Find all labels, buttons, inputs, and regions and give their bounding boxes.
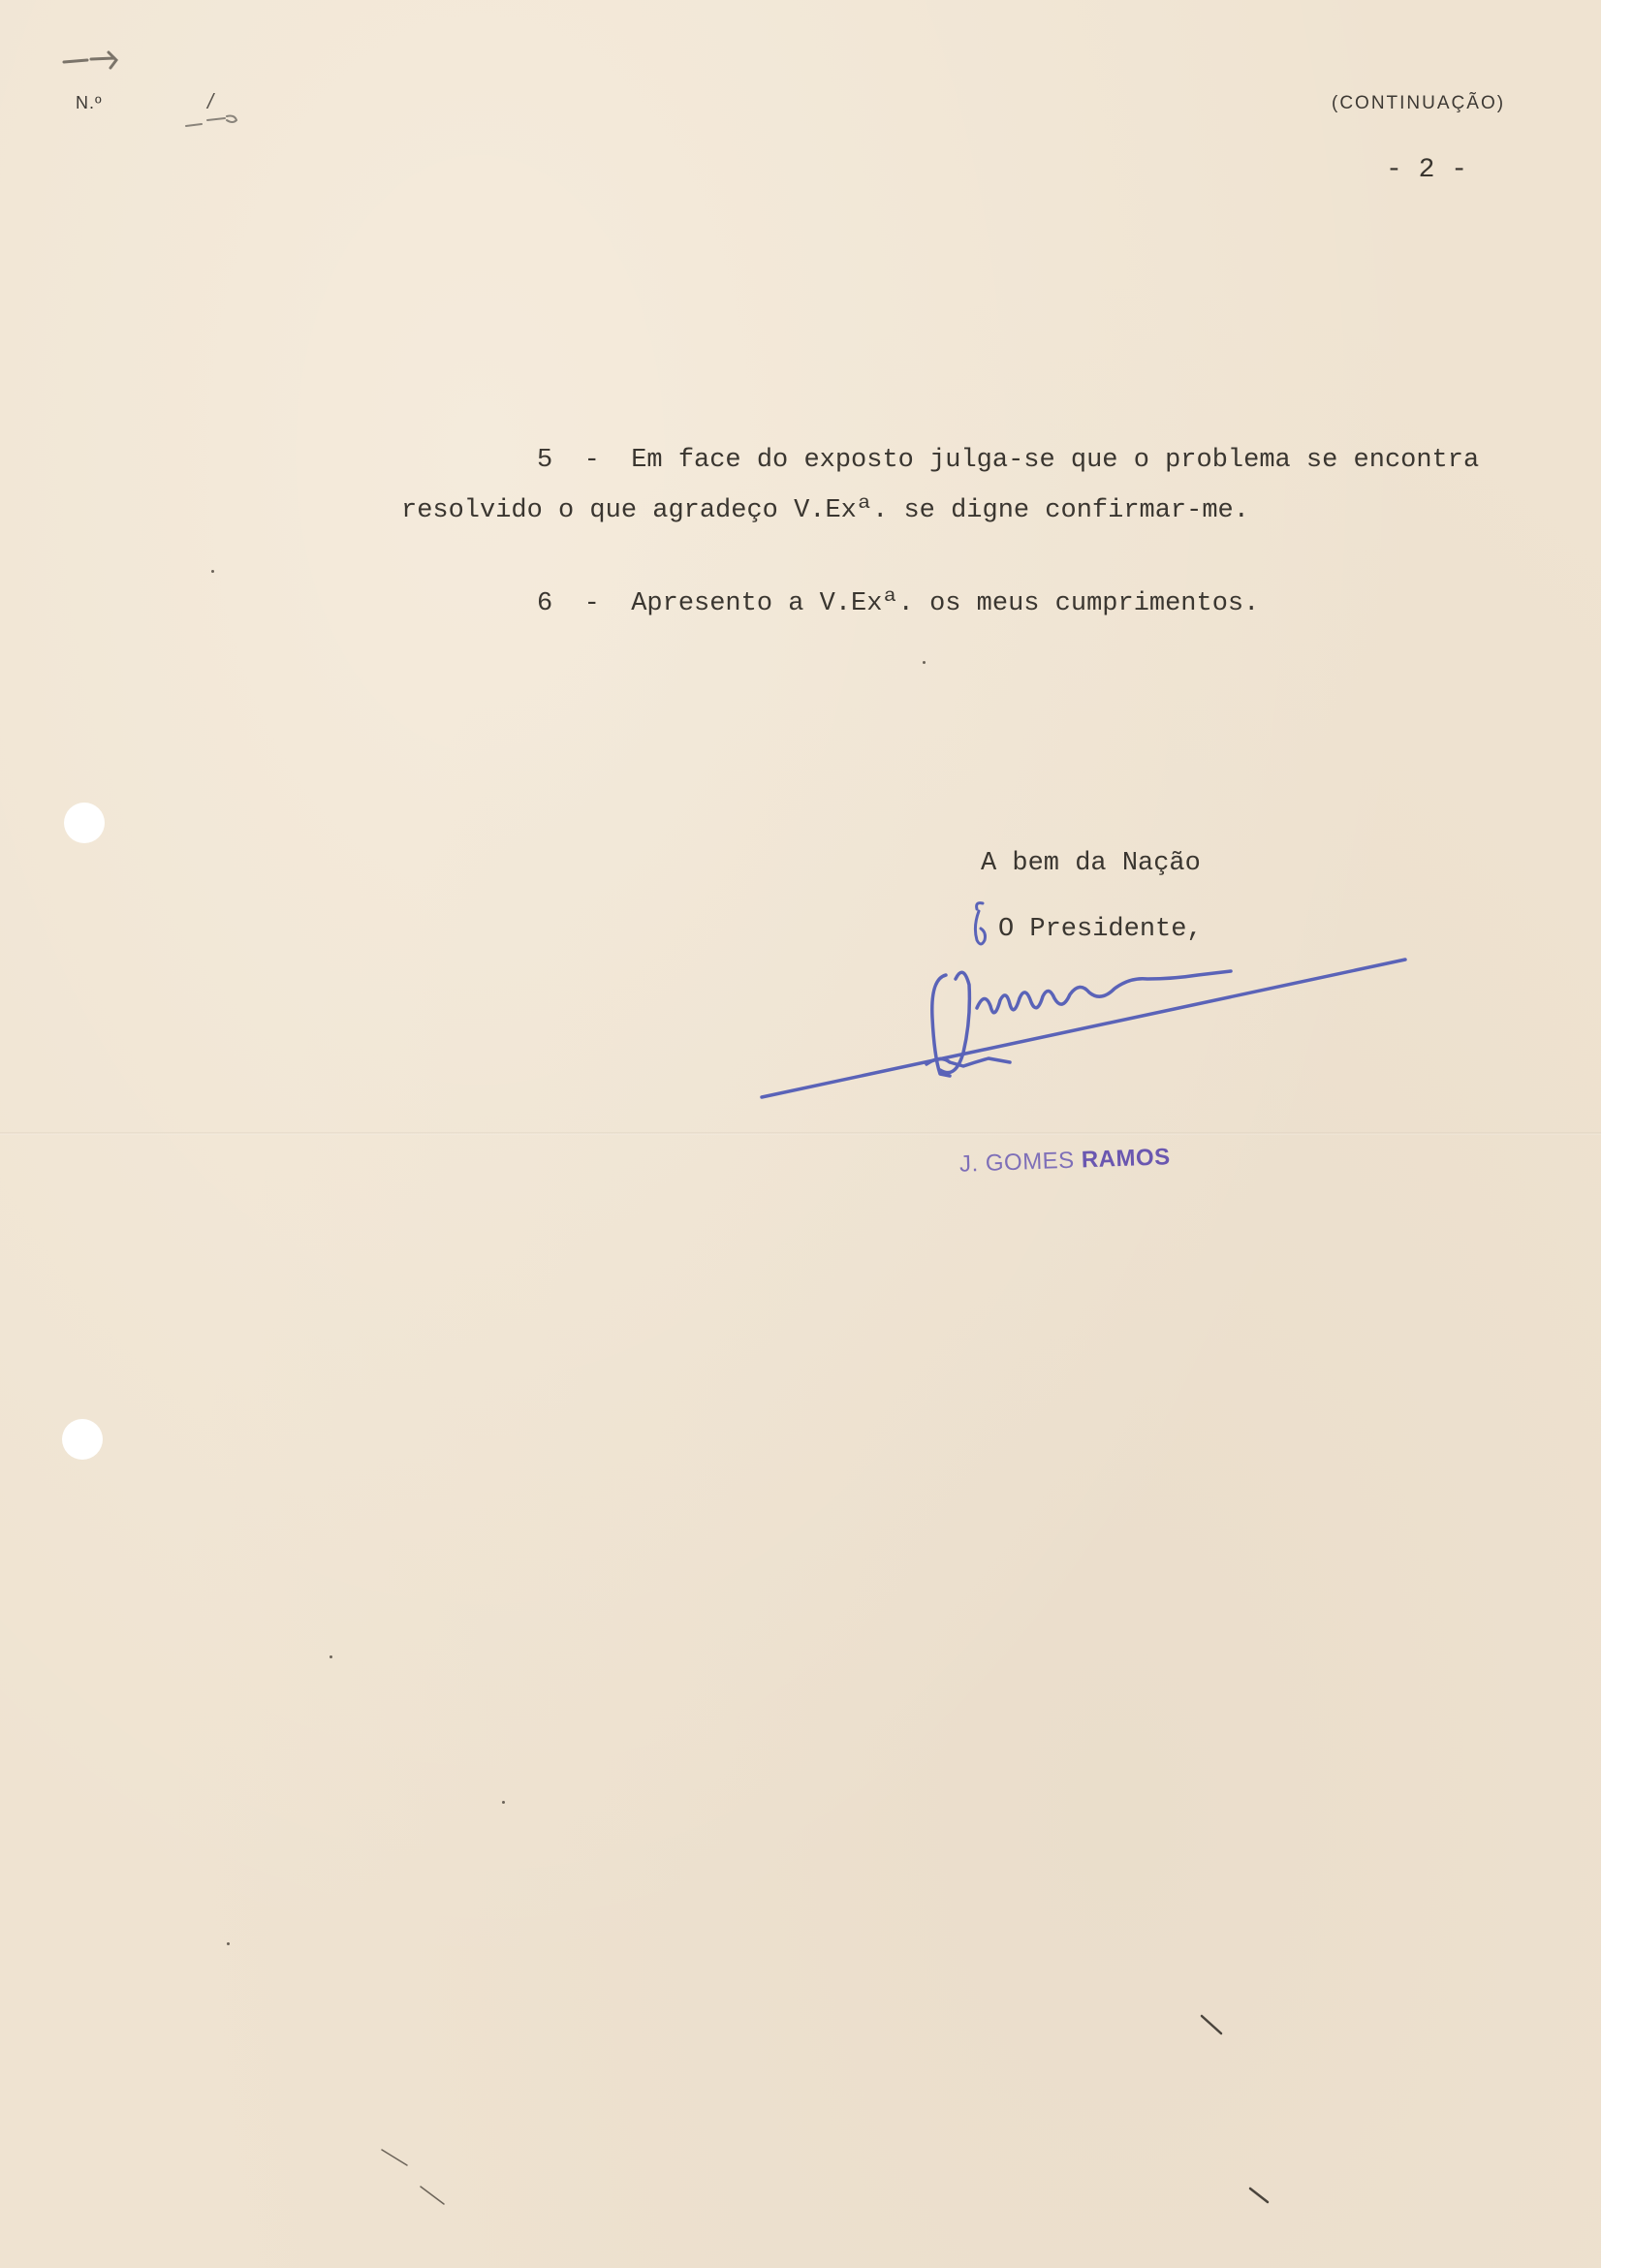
handwritten-signature-icon — [756, 950, 1415, 1105]
name-stamp — [959, 1144, 1172, 1179]
document-number-label: N.º — [76, 93, 103, 112]
continuation-label: (CONTINUAÇÃO) — [1332, 93, 1506, 113]
punch-hole-top — [64, 803, 105, 843]
paper-speck — [502, 1801, 505, 1804]
document-number-value: / — [207, 89, 214, 113]
paragraph-6: 6 - Apresento a V.Exª. os meus cumprimentos. — [537, 589, 1260, 618]
paper-speck — [330, 1655, 332, 1658]
paragraph-5-line-1: 5 - Em face do exposto julga-se que o problema se encontra — [537, 446, 1480, 475]
closing-salutation: A bem da Nação — [981, 849, 1201, 878]
paper-scratch-icon — [417, 2181, 455, 2210]
paper-fold-line — [0, 1132, 1601, 1135]
paragraph-5-line-2: resolvido o que agradeço V.Exª. se digne confirmar-me. — [401, 496, 1249, 525]
page-number: - 2 - — [1386, 155, 1468, 185]
paper-scratch-icon — [1246, 2183, 1275, 2212]
signatory-title: O Presidente, — [998, 915, 1203, 944]
stamp-name-first: J. GOMES — [958, 1147, 1076, 1178]
paper-speck — [227, 1942, 230, 1945]
scan-margin — [1601, 0, 1633, 2268]
paper-speck — [211, 570, 214, 573]
paper-speck — [923, 661, 926, 664]
paper-scratch-icon — [1198, 2012, 1227, 2041]
staple-mark-icon — [58, 48, 126, 78]
punch-hole-bottom — [62, 1419, 103, 1460]
stamp-name-last: RAMOS — [1081, 1144, 1172, 1174]
handwritten-initial-icon — [965, 898, 998, 952]
paper-scratch-icon — [378, 2144, 417, 2173]
